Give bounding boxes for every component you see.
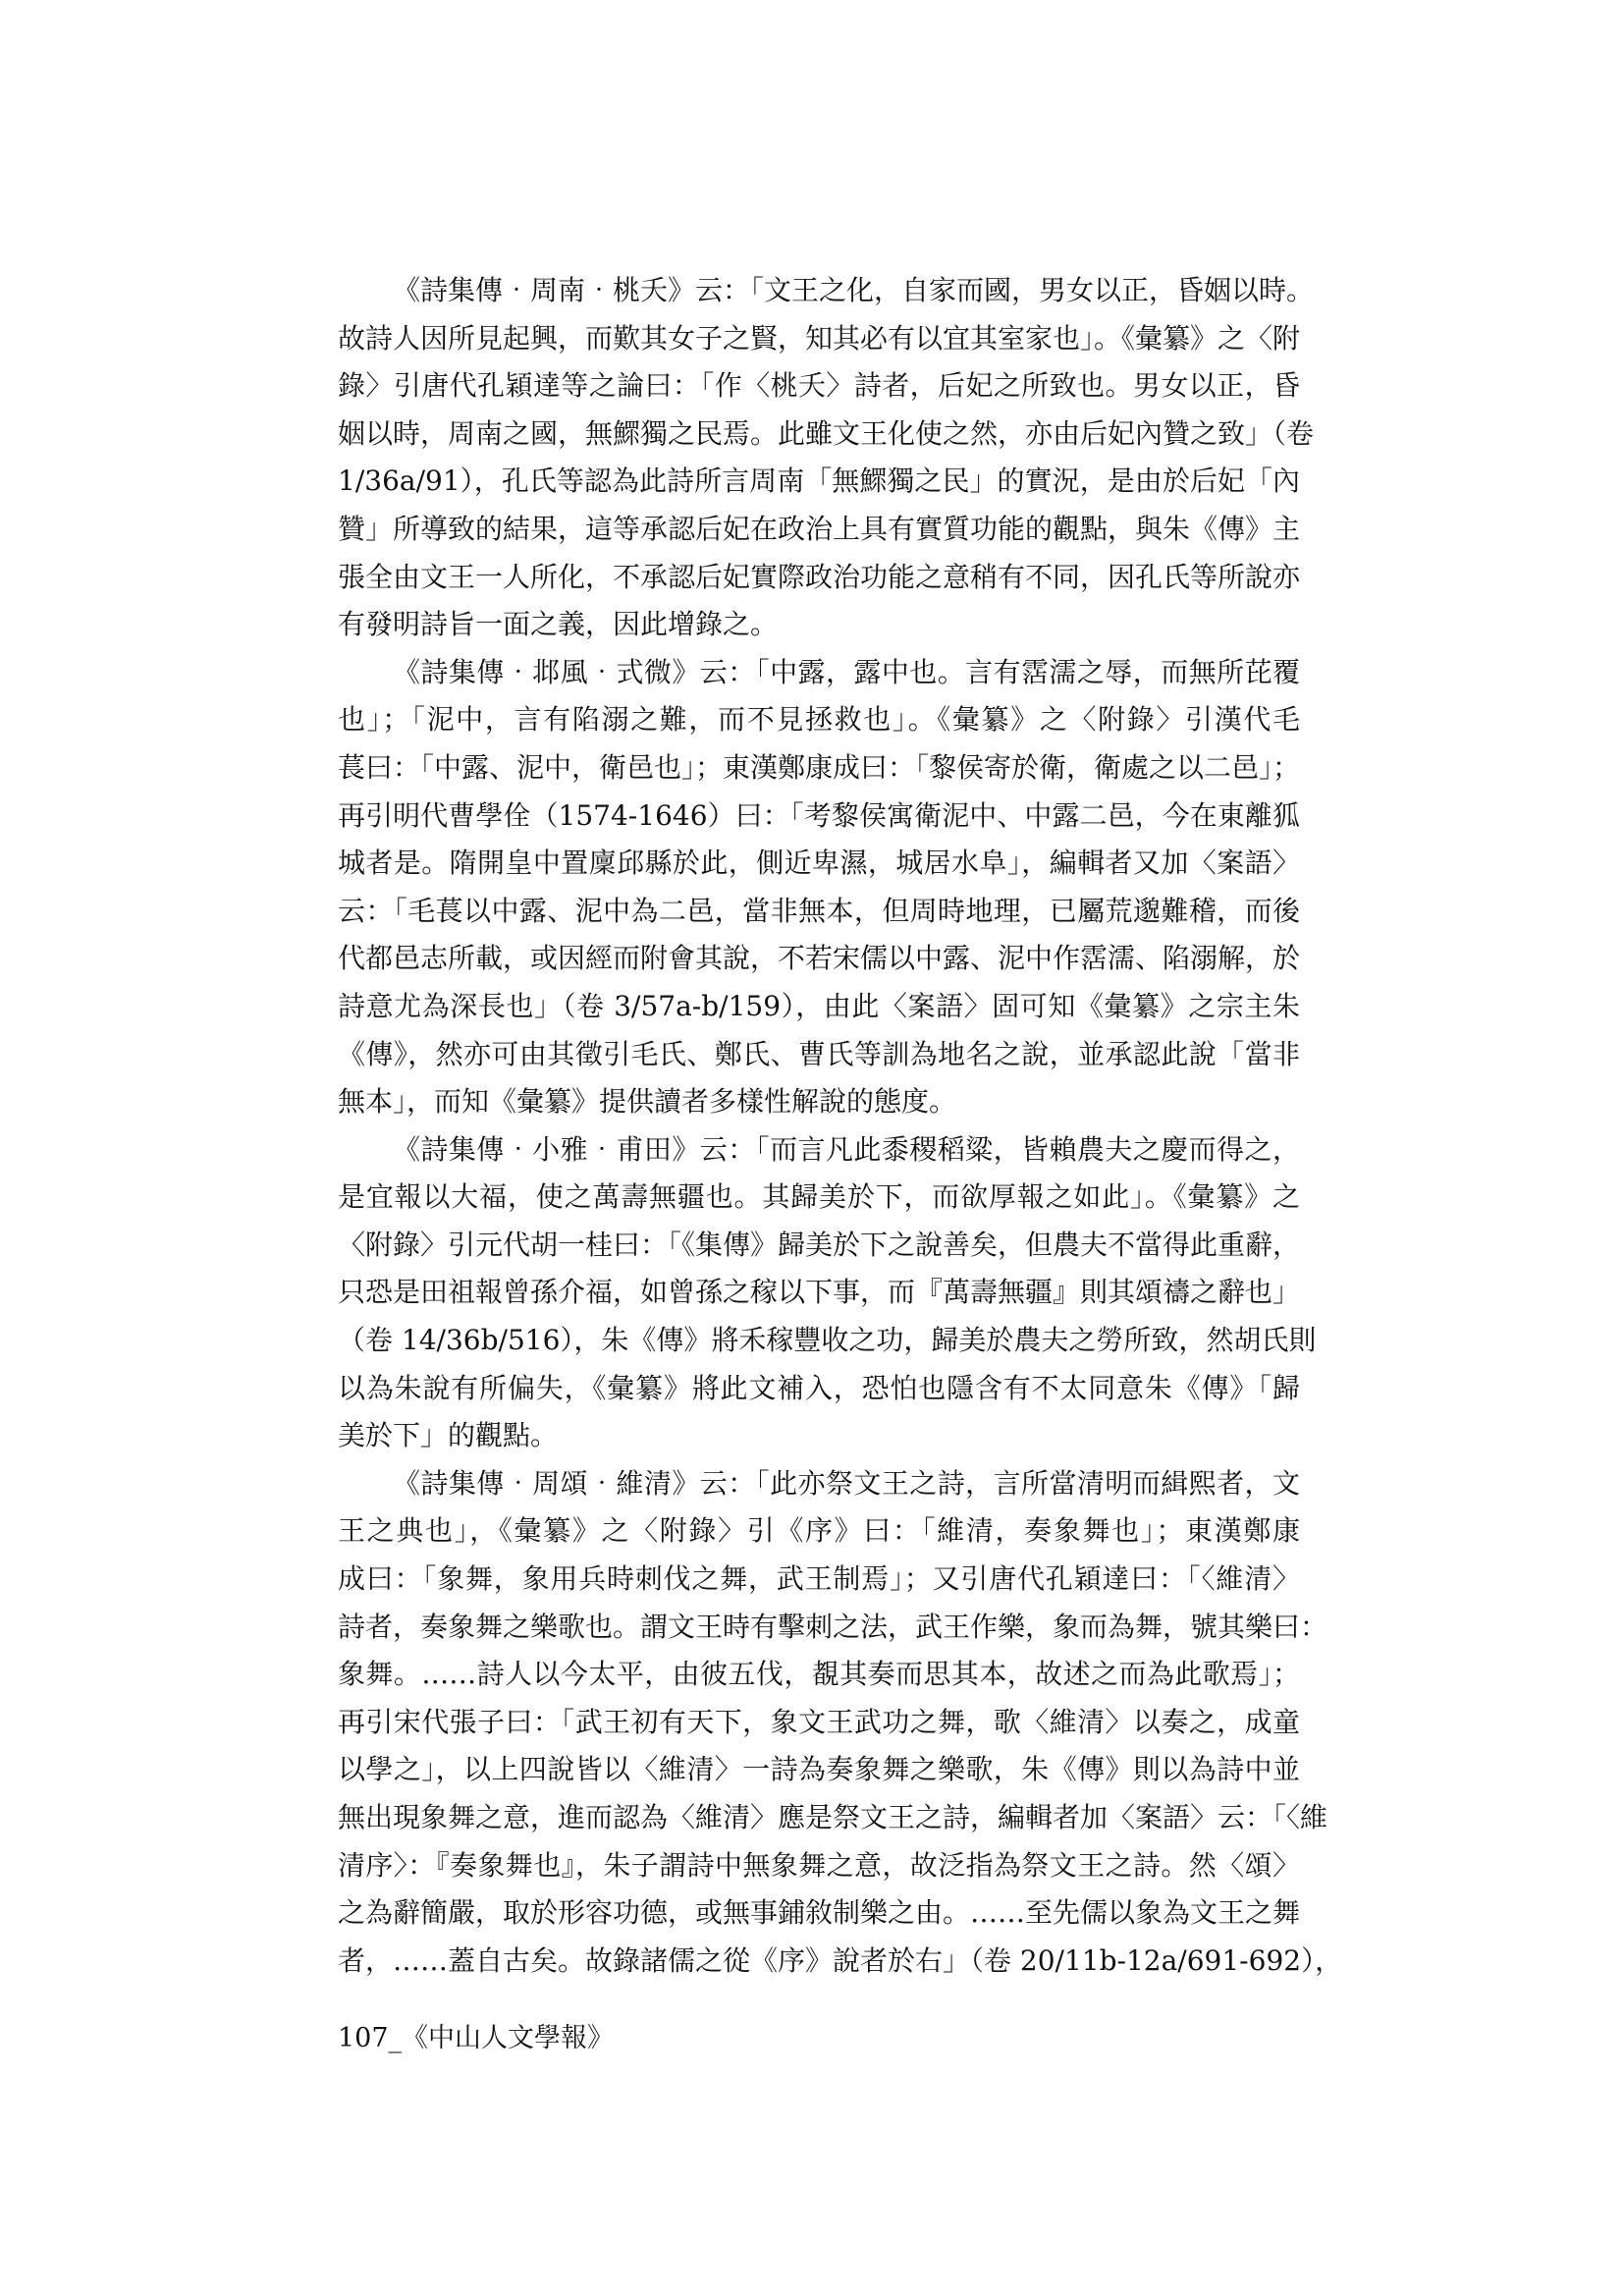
text-line: 《詩集傳‧周南‧桃夭》云：「文王之化，自家而國，男女以正，昏姻以時。	[393, 274, 1315, 306]
text-line: 詩者，奏象舞之樂歌也。謂文王時有擊刺之法，武王作樂，象而為舞，號其樂曰：	[338, 1610, 1328, 1643]
text-line: 再引宋代張子曰：「武王初有天下，象文王武功之舞，歌〈維清〉以奏之，成童	[338, 1705, 1300, 1738]
body-text	[338, 267, 1343, 1985]
text-line: 以學之」，以上四說皆以〈維清〉一詩為奏象舞之樂歌，朱《傳》則以為詩中並	[338, 1753, 1300, 1786]
text-line: 故詩人因所見起興，而歎其女子之賢，知其必有以宜其室家也」。《彙纂》之〈附	[338, 321, 1301, 355]
text-line: 贊」所導致的結果，這等承認后妃在政治上具有實質功能的觀點，與朱《傳》主	[338, 512, 1301, 545]
text-line: 無本」，而知《彙纂》提供讀者多樣性解說的態度。	[338, 1085, 957, 1119]
text-line: 《詩集傳‧邶風‧式微》云：「中露，露中也。言有霑濡之辱，而無所芘覆	[393, 655, 1300, 688]
text-line: 以為朱說有所偏失，《彙纂》將此文補入，恐怕也隱含有不太同意朱《傳》「歸	[338, 1371, 1300, 1404]
text-line: 1/36a/91），孔氏等認為此詩所言周南「無鰥獨之民」的實況，是由於后妃「內	[338, 465, 1300, 498]
text-line: 只恐是田祖報曾孫介福，如曾孫之稼以下事，而『萬壽無疆』則其頌禱之辭也」	[338, 1276, 1301, 1309]
text-line: 也」；「泥中，言有陷溺之難，而不見拯救也」。《彙纂》之〈附錄〉引漢代毛	[338, 703, 1300, 737]
page-footer: 107_《中山人文學報》	[338, 2023, 615, 2053]
text-line: 是宜報以大福，使之萬壽無疆也。其歸美於下，而欲厚報之如此」。《彙纂》之	[338, 1180, 1300, 1214]
text-line: 錄〉引唐代孔穎達等之論曰：「作〈桃夭〉詩者，后妃之所致也。男女以正，昏	[338, 369, 1300, 403]
text-line: 者，……蓋自古矣。故錄諸儒之從《序》說者於右」（卷 20/11b-12a/691-692），	[338, 1943, 1343, 1977]
text-line: 之為辭簡嚴，取於形容功德，或無事鋪敘制樂之由。……至先儒以象為文王之舞	[338, 1896, 1301, 1930]
text-line: 無出現象舞之意，進而認為〈維清〉應是祭文王之詩，編輯者加〈案語〉云：「〈維	[338, 1801, 1328, 1833]
text-line: 姻以時，周南之國，無鰥獨之民焉。此雖文王化使之然，亦由后妃內贊之致」（卷	[338, 416, 1315, 450]
text-line: 萇曰：「中露、泥中，衛邑也」；東漢鄭康成曰：「黎侯寄於衛，衛處之以二邑」；	[338, 750, 1301, 784]
paragraph	[338, 1126, 1317, 1460]
text-line: 清序〉：『奏象舞也』，朱子謂詩中無象舞之意，故泛指為祭文王之詩。然〈頌〉	[338, 1848, 1300, 1882]
text-line: 成曰：「象舞，象用兵時刺伐之舞，武王制焉」；又引唐代孔穎達曰：「〈維清〉	[338, 1562, 1300, 1596]
text-line: 詩意尤為深長也」（卷 3/57a-b/159），由此〈案語〉固可知《彙纂》之宗主朱	[338, 989, 1300, 1022]
text-line: 《傳》，然亦可由其徵引毛氏、鄭氏、曹氏等訓為地名之說，並承認此說「當非	[338, 1037, 1300, 1070]
text-line: 云：「毛萇以中露、泥中為二邑，當非無本，但周時地理，已屬荒邈難稽，而後	[338, 894, 1300, 927]
text-line: 〈附錄〉引元代胡一桂曰：「《集傳》歸美於下之說善矣，但農夫不當得此重辭，	[338, 1228, 1301, 1261]
text-line: 代都邑志所載，或因經而附會其說，不若宋儒以中露、泥中作霑濡、陷溺解，於	[338, 942, 1301, 975]
text-line: 美於下」的觀點。	[338, 1419, 559, 1452]
paragraph	[338, 1460, 1343, 1986]
text-line: 城者是。隋開皇中置廩邱縣於此，側近卑濕，城居水阜」，編輯者又加〈案語〉	[338, 847, 1300, 880]
text-line: 《詩集傳‧周頌‧維清》云：「此亦祭文王之詩，言所當清明而緝熙者，文	[393, 1466, 1300, 1500]
text-line: 王之典也」，《彙纂》之〈附錄〉引《序》曰：「維清，奏象舞也」；東漢鄭康	[338, 1514, 1300, 1548]
paragraph	[338, 267, 1315, 649]
text-line: 張全由文王一人所化，不承認后妃實際政治功能之意稍有不同，因孔氏等所說亦	[338, 560, 1301, 593]
text-line: 《詩集傳‧小雅‧甫田》云：「而言凡此黍稷稻粱，皆賴農夫之慶而得之，	[393, 1132, 1300, 1166]
text-line: 象舞。……詩人以今太平，由彼五伐，覩其奏而思其本，故述之而為此歌焉」；	[338, 1658, 1300, 1691]
text-line: 再引明代曹學佺（1574-1646）曰：「考黎侯寓衛泥中、中露二邑，今在東離狐	[338, 798, 1300, 832]
text-line: 有發明詩旨一面之義，因此增錄之。	[338, 608, 779, 641]
text-line: （卷 14/36b/516），朱《傳》將禾稼豐收之功，歸美於農夫之勞所致，然胡氏則	[338, 1324, 1317, 1357]
paragraph	[338, 649, 1300, 1126]
